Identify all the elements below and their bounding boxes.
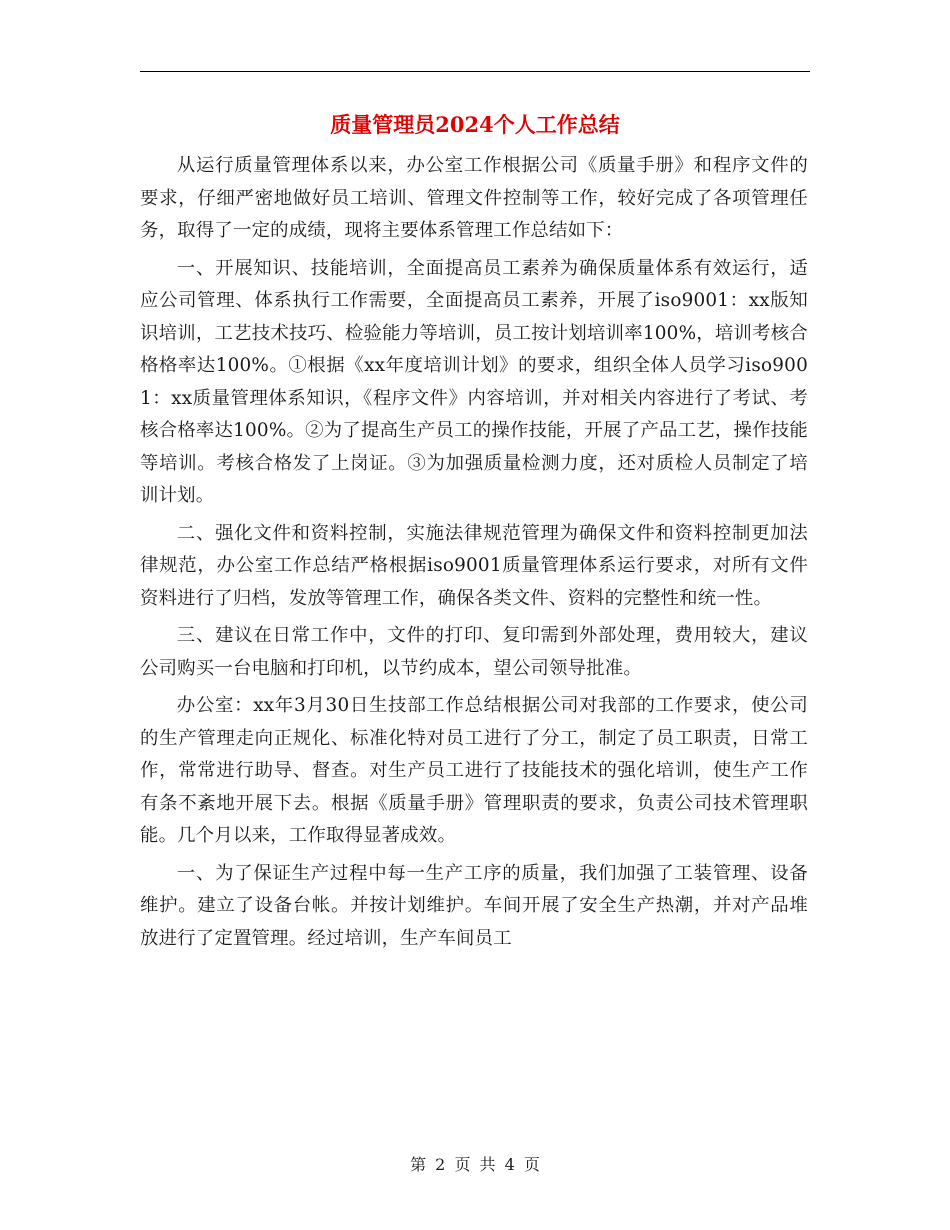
document-body	[140, 150, 808, 960]
paragraph-training: 一、开展知识、技能培训，全面提高员工素养为确保质量体系有效运行，适应公司管理、体系执行工作需要，全面提高员工素养，开展了iso9001：xx版知识培训，工艺技术技巧、检验能力等培训，员工按计划培训率100%，培训考核合格格率达100%。①根据《xx年度培训计划》的要求，组织全体人员学习iso9001：xx质量管理体系知识，《程序文件》内容培训，并对相关内容进行了考试、考核合格率达100%。②为了提高生产员工的操作技能，开展了产品工艺，操作技能等培训。考核合格发了上岗证。③为加强质量检测力度，还对质检人员制定了培训计划。	[140, 257, 808, 506]
paragraph-process-quality: 一、为了保证生产过程中每一生产工序的质量，我们加强了工装管理、设备维护。建立了设备台帐。并按计划维护。车间开展了安全生产热潮，并对产品堆放进行了定置管理。经过培训，生产车间员工	[140, 862, 808, 949]
paragraph-office-production: 办公室：xx年3月30日生技部工作总结根据公司对我部的工作要求，使公司的生产管理走向正规化、标准化特对员工进行了分工，制定了员工职责，日常工作，常常进行助导、督查。对生产员工进行了技能技术的强化培训，使生产工作有条不紊地开展下去。根据《质量手册》管理职责的要求，负责公司技术管理职能。几个月以来，工作取得显著成效。	[140, 695, 808, 846]
paragraph-document-control: 二、强化文件和资料控制，实施法律规范管理为确保文件和资料控制更加法律规范，办公室工作总结严格根据iso9001质量管理体系运行要求，对所有文件资料进行了归档，发放等管理工作，确保各类文件、资料的完整性和统一性。	[140, 522, 808, 609]
document-title: 质量管理员2024个人工作总结	[330, 112, 620, 137]
page-number: 第 2 页 共 4 页	[410, 1155, 540, 1174]
header-rule	[140, 71, 810, 72]
paragraph-intro: 从运行质量管理体系以来，办公室工作根据公司《质量手册》和程序文件的要求，仔细严密地做好员工培训、管理文件控制等工作，较好完成了各项管理任务，取得了一定的成绩，现将主要体系管理工作总结如下：	[140, 155, 808, 241]
paragraph-suggestion: 三、建议在日常工作中，文件的打印、复印需到外部处理，费用较大，建议公司购买一台电脑和打印机，以节约成本，望公司领导批准。	[140, 625, 808, 679]
